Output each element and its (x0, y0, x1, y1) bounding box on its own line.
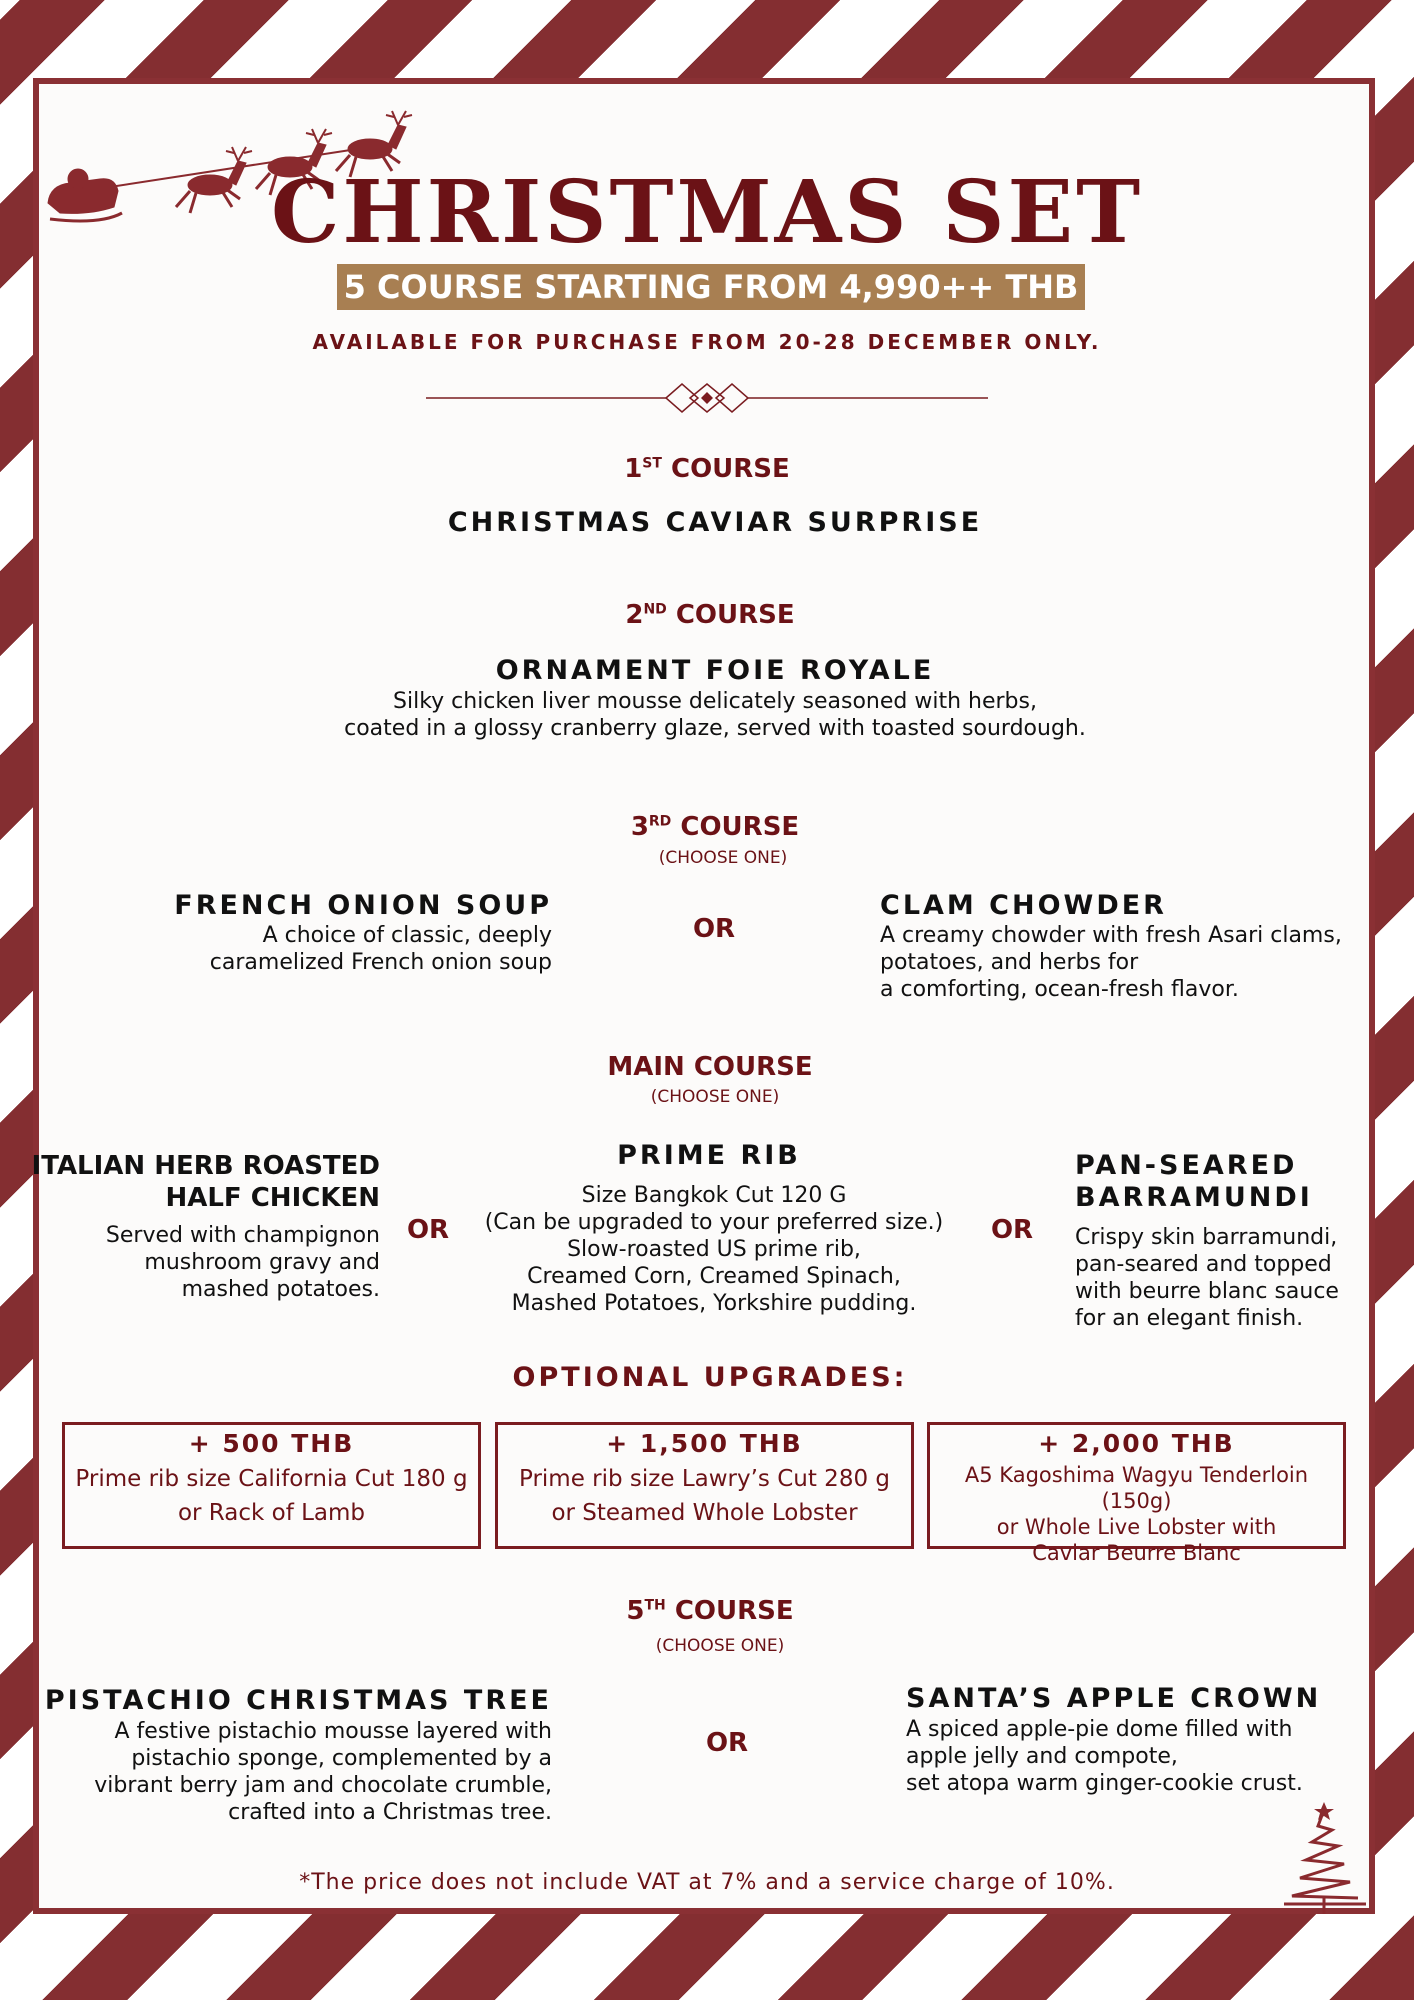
course-3-left-dish: FRENCH ONION SOUP (174, 890, 552, 921)
course-2-description: Silky chicken liver mousse delicately seasoned with herbs, coated in a glossy cranberry glaze, served with toasted sourdough. (344, 689, 1086, 741)
main-center-description: Size Bangkok Cut 120 G (Can be upgraded to your preferred size.) Slow-roasted US prime rib, Creamed Corn, Creamed Spinach, Mashed Potatoes, Yorkshire pudding. (484, 1183, 944, 1316)
course-3-right-dish: CLAM CHOWDER (880, 890, 1167, 921)
upgrade-price: + 500 THB (188, 1429, 355, 1458)
main-course-heading: MAIN COURSE (607, 1052, 813, 1082)
course-1-heading: 1ST COURSE (624, 454, 790, 484)
availability-note: AVAILABLE FOR PURCHASE FROM 20-28 DECEMBER ONLY. (312, 330, 1102, 354)
course-3-choose-note: (CHOOSE ONE) (658, 848, 788, 868)
main-or-left: OR (406, 1215, 450, 1245)
main-left-description: Served with champignon mushroom gravy and mashed potatoes. (105, 1223, 380, 1302)
optional-upgrades-title: OPTIONAL UPGRADES: (512, 1362, 908, 1393)
course-5-left-dish: PISTACHIO CHRISTMAS TREE (44, 1685, 552, 1716)
upgrade-text: A5 Kagoshima Wagyu Tenderloin (150g) or Whole Live Lobster with Caviar Beurre Blanc (964, 1463, 1309, 1565)
main-right-dish: PAN-SEARED BARRAMUNDI (1075, 1150, 1313, 1213)
upgrade-option-500 (62, 1422, 481, 1549)
price-banner: 5 COURSE STARTING FROM 4,990++ THB (337, 264, 1085, 310)
upgrade-option-2000 (927, 1422, 1346, 1565)
main-center-dish: PRIME RIB (617, 1140, 801, 1171)
upgrade-text: Prime rib size Lawry’s Cut 280 g or Steamed Whole Lobster (518, 1466, 890, 1526)
course-5-choose-note: (CHOOSE ONE) (655, 1636, 785, 1656)
main-course-choose-note: (CHOOSE ONE) (650, 1087, 780, 1107)
main-or-right: OR (990, 1215, 1034, 1245)
course-5-right-dish: SANTA’S APPLE CROWN (906, 1683, 1322, 1714)
course-3-left-description: A choice of classic, deeply caramelized French onion soup (209, 923, 552, 975)
upgrade-text: Prime rib size California Cut 180 g or Rack of Lamb (75, 1466, 468, 1526)
course-3-right-description: A creamy chowder with fresh Asari clams, potatoes, and herbs for a comforting, ocean-fresh flavor. (880, 923, 1342, 1002)
main-left-dish: ITALIAN HERB ROASTED HALF CHICKEN (31, 1151, 380, 1213)
course-5-or: OR (705, 1728, 749, 1758)
course-3-or: OR (692, 914, 736, 944)
price-disclaimer: *The price does not include VAT at 7% and a service charge of 10%. (299, 1870, 1115, 1895)
course-3-heading: 3RD COURSE (630, 812, 800, 842)
upgrade-price: + 2,000 THB (1038, 1429, 1235, 1458)
course-5-left-description: A festive pistachio mousse layered with pistachio sponge, complemented by a vibrant berry jam and chocolate crumble, crafted into a Christmas tree. (94, 1719, 552, 1825)
course-2-heading: 2ND COURSE (625, 600, 795, 630)
course-5-right-description: A spiced apple-pie dome filled with apple jelly and compote, set atopa warm ginger-cookie crust. (906, 1717, 1303, 1796)
christmas-tree-icon (1278, 1800, 1370, 1918)
upgrade-option-1500 (495, 1422, 914, 1549)
course-5-heading: 5TH COURSE (626, 1596, 794, 1626)
main-right-description: Crispy skin barramundi, pan-seared and topped with beurre blanc sauce for an elegant finish. (1075, 1225, 1339, 1331)
upgrade-price: + 1,500 THB (606, 1429, 803, 1458)
course-1-dish: CHRISTMAS CAVIAR SURPRISE (447, 507, 983, 538)
course-2-dish: ORNAMENT FOIE ROYALE (495, 655, 935, 686)
page-title: CHRISTMAS SET (270, 162, 1144, 263)
diamond-divider-icon (426, 380, 988, 416)
